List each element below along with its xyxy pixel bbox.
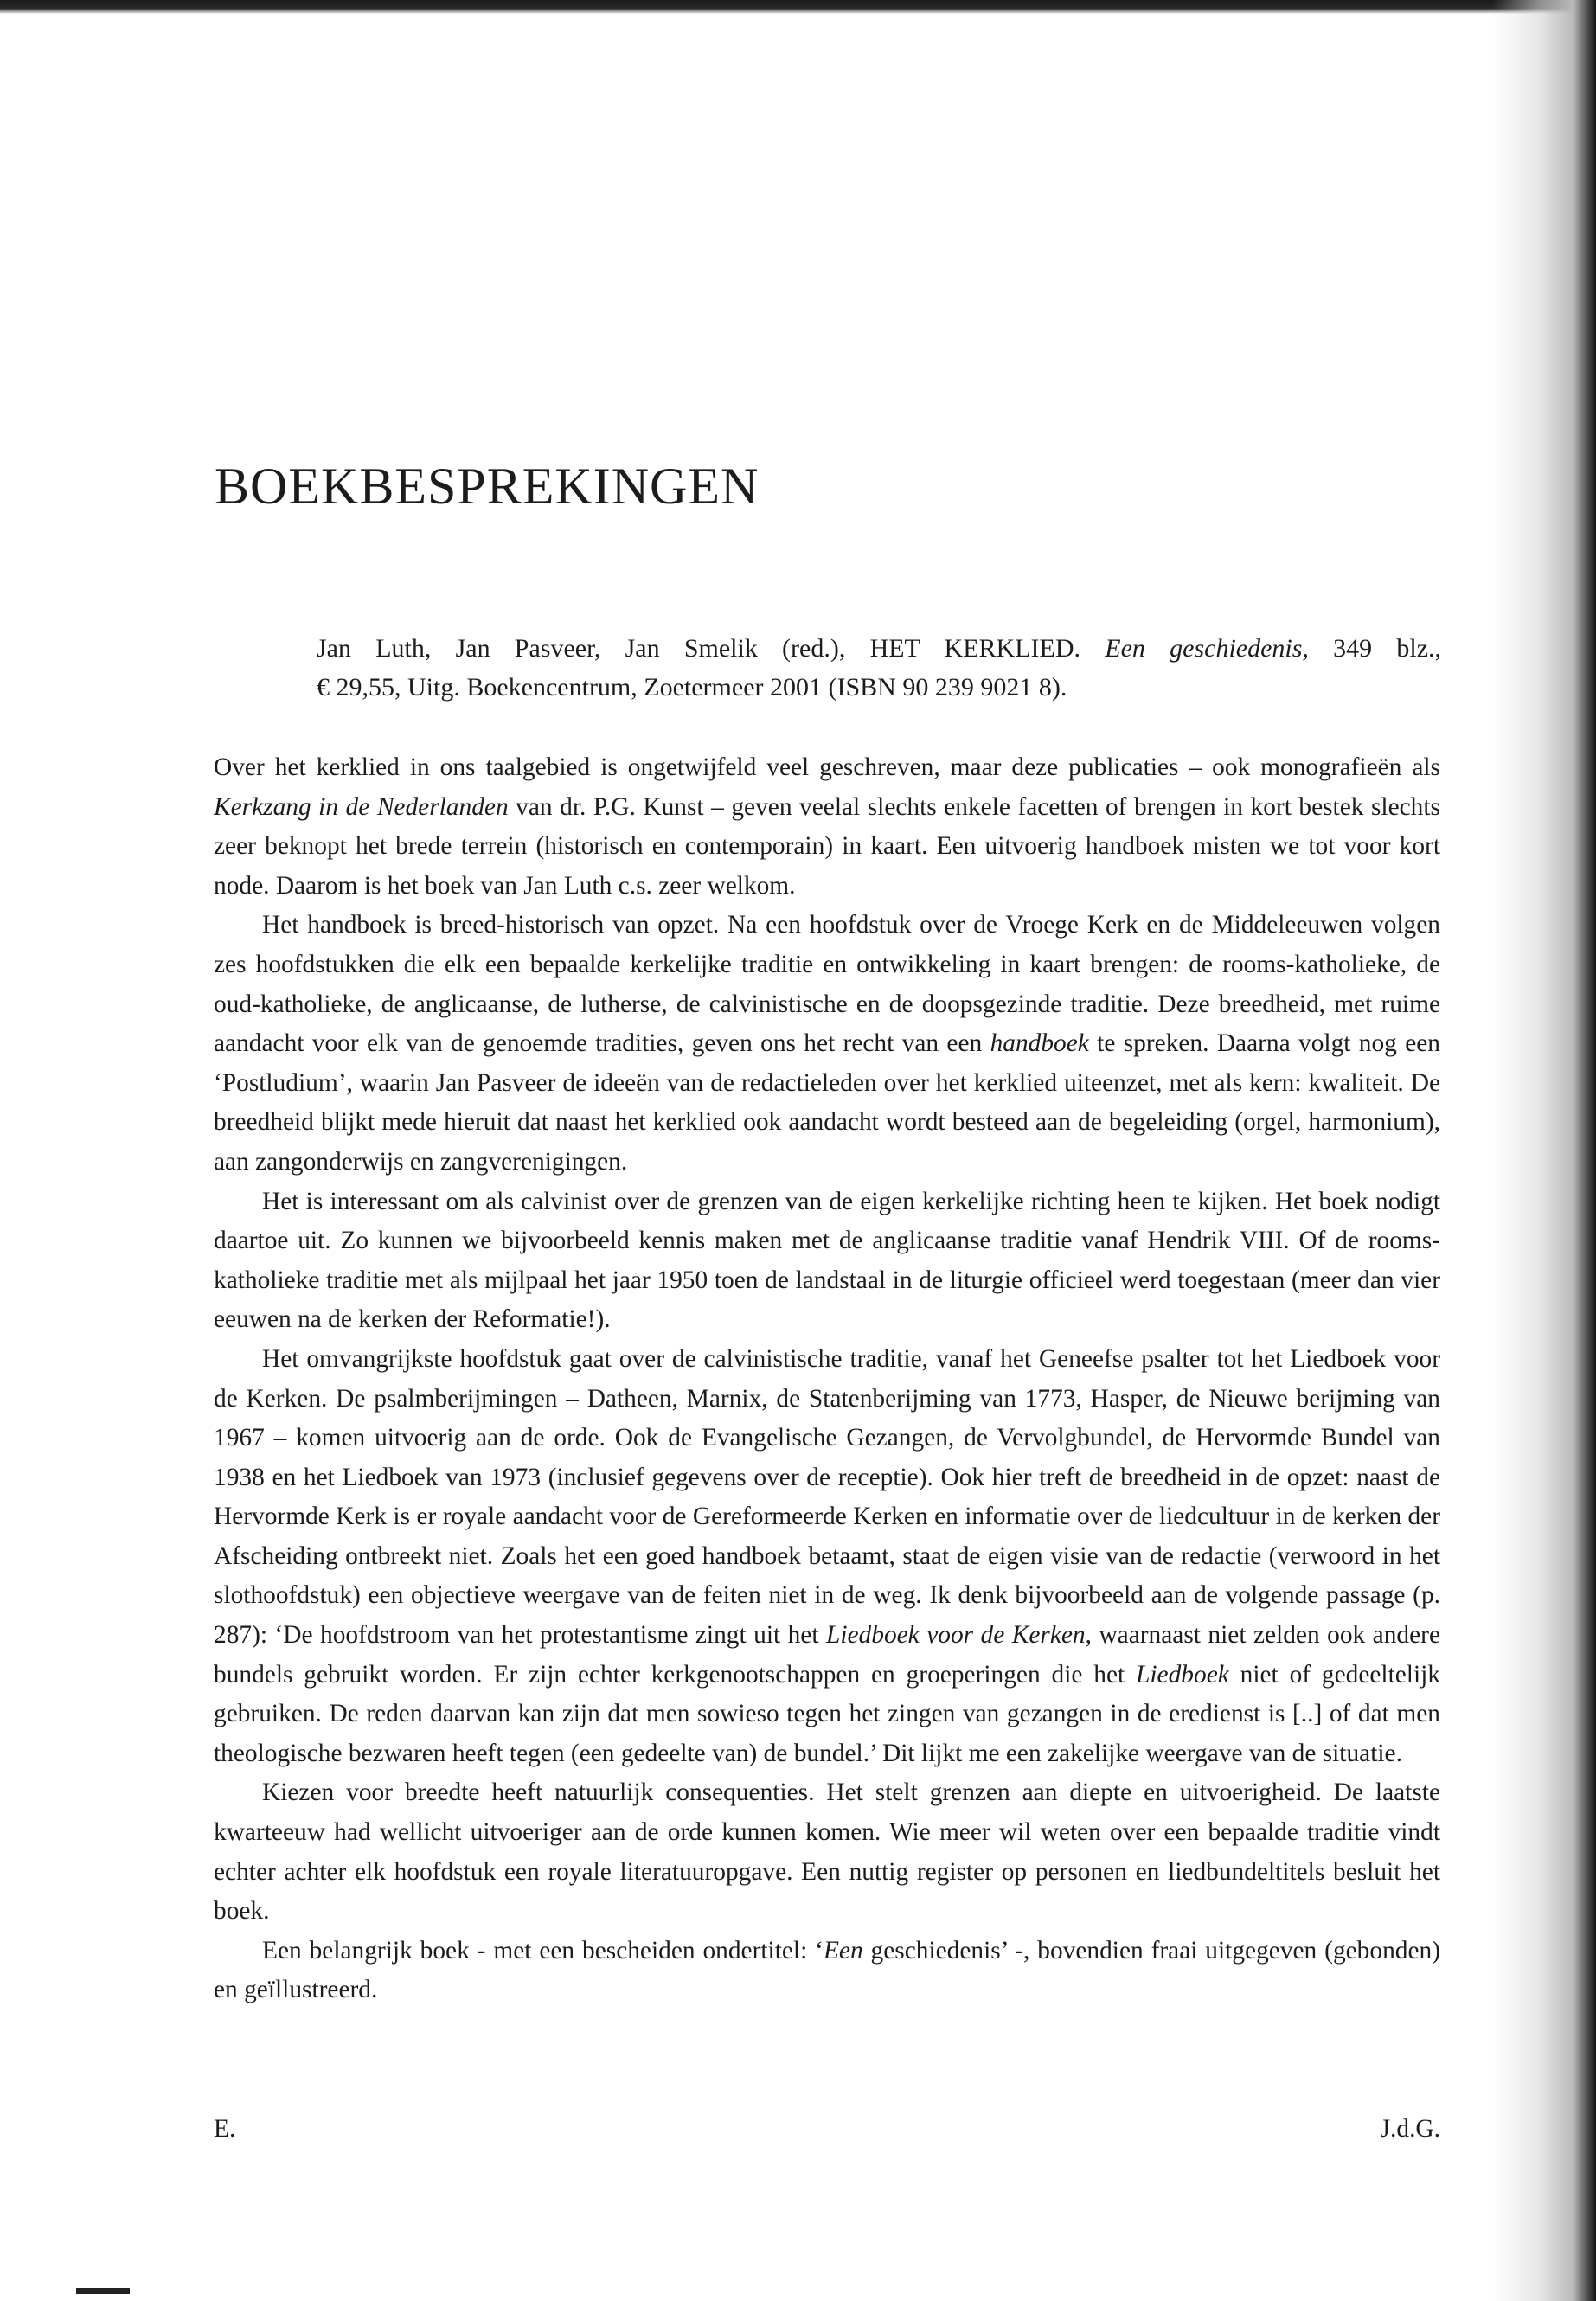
- review-body: [214, 748, 1440, 2010]
- paragraph-2: [214, 906, 1440, 1182]
- paragraph-4: [214, 1340, 1440, 1774]
- paragraph-6: [214, 1932, 1440, 2010]
- italic-term: handboek: [990, 1029, 1089, 1058]
- citation-pages: 349 blz.,: [1333, 634, 1442, 663]
- paragraph-5: [214, 1773, 1440, 1931]
- scan-artifact: [76, 2288, 130, 2294]
- paragraph-1: [214, 748, 1440, 906]
- citation-authors: Jan Luth, Jan Pasveer, Jan Smelik (red.), HET KERKLIED.: [317, 634, 1081, 663]
- citation-line-1: [317, 629, 1441, 668]
- paragraph-text: , waarnaast niet zelden ook andere bundels gebruikt worden. Er zijn echter kerkgenootschappen en groeperingen die het: [214, 1621, 1440, 1689]
- citation-publication: € 29,55, Uitg. Boekencentrum, Zoetermeer 2001 (ISBN 90 239 9021 8).: [317, 673, 1067, 702]
- paragraph-3: [214, 1183, 1440, 1340]
- paragraph-text: Het handboek is breed-historisch van opzet. Na een hoofdstuk over de Vroege Kerk en de Middeleeuwen volgen zes hoofdstukken die elk een bepaalde kerkelijke traditie en ontwikkeling in kaart brengen: de rooms-katholieke, de oud-katholieke, de anglicaanse, de lutherse, de calvinistische en de doopsgezinde traditie. Deze breedheid, met ruime aandacht voor elk van de genoemde tradities, geven ons het recht van een: [214, 911, 1440, 1058]
- paragraph-text: Het is interessant om als calvinist over de grenzen van de eigen kerkelijke richting heen te kijken. Het boek nodigt daartoe uit. Zo kunnen we bijvoorbeeld kennis maken met de anglicaanse traditie vanaf Hendrik VIII. Of de rooms-katholieke traditie met als mijlpaal het jaar 1950 toen de landstaal in de liturgie officieel werd toegestaan (meer dan vier eeuwen na de kerken der Reformatie!).: [214, 1187, 1440, 1334]
- paragraph-text: van dr. P.G. Kunst – geven veelal slechts enkele facetten of brengen in kort bestek slechts zeer beknopt het brede terrein (historisch en contemporain) in kaart. Een uitvoerig handboek misten we tot voor kort node. Daarom is het boek van Jan Luth c.s. zeer welkom.: [214, 792, 1440, 900]
- italic-title: Kerkzang in de Nederlanden: [214, 792, 509, 821]
- paragraph-text: niet of gedeeltelijk gebruiken. De reden daarvan kan zijn dat men sowieso tegen het zingen van gezangen in de eredienst is [..] of dat men theologische bezwaren heeft tegen (een gedeelte van) de bundel.’ Dit lijkt me een zakelijke weergave van de situatie.: [214, 1660, 1440, 1767]
- page-title: BOEKBESPREKINGEN: [215, 458, 760, 515]
- italic-title: Liedboek: [1136, 1660, 1229, 1689]
- italic-word: Een: [823, 1936, 863, 1965]
- signature-line: [214, 2110, 1440, 2149]
- paragraph-text: te spreken. Daarna volgt nog een ‘Postludium’, waarin Jan Pasveer de ideeën van de redactieleden over het kerklied uiteenzet, met als kern: kwaliteit. De breedheid blijkt mede hieruit dat naast het kerklied ook aandacht wordt besteed aan de begeleiding (orgel, harmonium), aan zangonderwijs en zangverenigingen.: [214, 1029, 1440, 1176]
- signature-left: E.: [214, 2115, 236, 2143]
- book-gutter-shadow: [1492, 0, 1596, 2301]
- paragraph-text: Over het kerklied in ons taalgebied is ongetwijfeld veel geschreven, maar deze publicaties – ook monografieën als: [214, 753, 1440, 781]
- paragraph-text: geschiedenis’ -, bovendien fraai uitgegeven (gebonden) en geïllustreerd.: [214, 1936, 1440, 2004]
- paragraph-text: Kiezen voor breedte heeft natuurlijk consequenties. Het stelt grenzen aan diepte en uitvoerigheid. De laatste kwarteeuw had wellicht uitvoeriger aan de orde kunnen komen. Wie meer wil weten over een bepaalde traditie vindt echter achter elk hoofdstuk een royale literatuuropgave. Een nuttig register op personen en liedbundeltitels besluit het boek.: [214, 1779, 1440, 1926]
- reviewer-initials: J.d.G.: [1380, 2115, 1440, 2143]
- italic-title: Liedboek voor de Kerken: [826, 1621, 1086, 1650]
- paragraph-text: Een belangrijk boek - met een bescheiden ondertitel: ‘: [262, 1936, 824, 1965]
- citation-subtitle: Een geschiedenis,: [1105, 634, 1309, 663]
- paragraph-text: Het omvangrijkste hoofdstuk gaat over de calvinistische traditie, vanaf het Geneefse psalter tot het Liedboek voor de Kerken. De psalmberijmingen – Datheen, Marnix, de Statenberijming van 1773, Hasper, de Nieuwe berijming van 1967 – komen uitvoerig aan de orde. Ook de Evangelische Gezangen, de Vervolgbundel, de Hervormde Bundel van 1938 en het Liedboek van 1973 (inclusief gegevens over de receptie). Ook hier treft de breedheid in de opzet: naast de Hervormde Kerk is er royale aandacht voor de Gereformeerde Kerken en informatie over de liedcultuur in de kerken der Afscheiding ontbreekt niet. Zoals het een goed handboek betaamt, staat de eigen visie van de redactie (verwoord in het slothoofdstuk) een objectieve weergave van de feiten niet in de weg. Ik denk bijvoorbeeld aan de volgende passage (p. 287): ‘De hoofdstroom van het protestantisme zingt uit het: [214, 1344, 1440, 1650]
- page-top-shadow: [0, 0, 1596, 14]
- book-citation: [317, 629, 1441, 707]
